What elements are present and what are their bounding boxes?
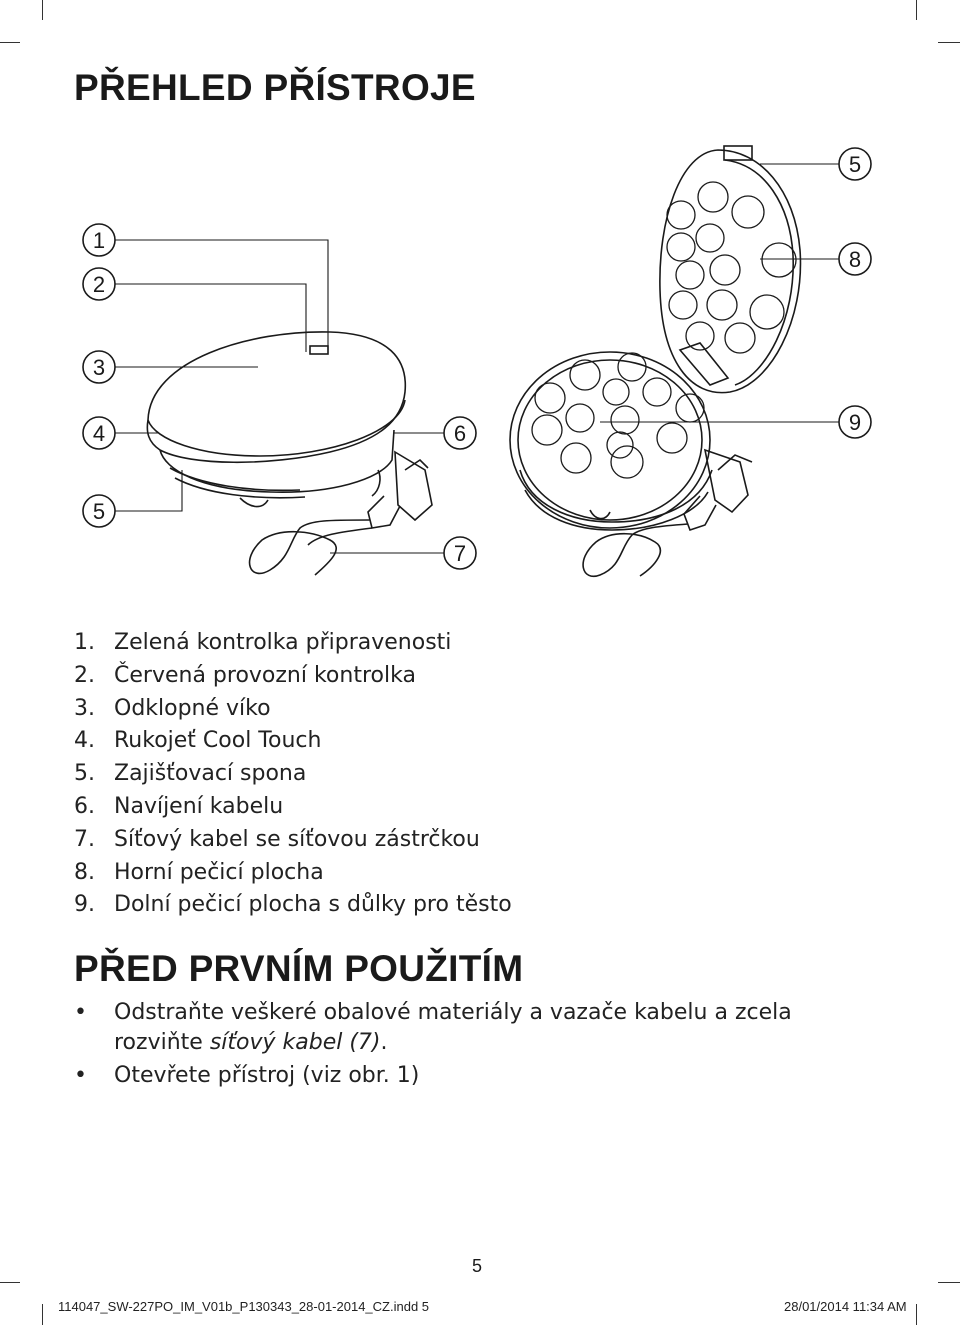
callout-number: 4 [92,421,106,446]
crop-mark [916,0,917,20]
instructions-list [74,998,864,1094]
print-slug-file: 114047_SW-227PO_IM_V01b_P130343_28-01-2014_CZ.indd 5 [58,1299,430,1314]
list-item: 8. Horní pečicí plocha [74,859,324,885]
callout-number: 3 [92,355,106,380]
list-item: 5. Zajišťovací spona [74,761,307,787]
list-item: 3. Odklopné víko [74,695,271,721]
lower-plate-wells [532,353,704,478]
parts-list [74,627,512,922]
page-title: PŘEHLED PŘÍSTROJE [74,67,476,108]
crop-mark [0,42,20,43]
list-item: 7. Síťový kabel se síťovou zástrčkou [74,826,480,852]
list-item: 9. Dolní pečicí plocha s důlky pro těsto [74,892,512,918]
callout-number: 2 [92,272,106,297]
open-maker [510,146,800,576]
list-item: 4. Rukojeť Cool Touch [74,728,322,754]
list-item: • Otevřete přístroj (viz obr. 1) [74,1061,864,1091]
crop-mark [938,1282,960,1283]
list-item: 1. Zelená kontrolka připravenosti [74,630,452,655]
bullet-icon: • [74,1000,87,1025]
list-item: • Odstraňte veškeré obalové materiály a vazače kabelu a zcela rozviňte síťový kabel (7). [74,1000,792,1055]
callout-number: 9 [848,410,862,435]
crop-mark [916,1304,917,1325]
callout-number: 7 [453,541,467,566]
upper-plate-wells [667,182,796,353]
crop-mark [938,42,960,43]
crop-mark [42,0,43,20]
appliance-illustration [0,130,960,590]
list-item: 6. Navíjení kabelu [74,793,284,819]
list-item: 2. Červená provozní kontrolka [74,662,416,688]
bullet-icon: • [74,1063,87,1088]
crop-mark [0,1282,20,1283]
callout-number: 5 [92,499,106,524]
crop-mark [42,1304,43,1325]
callout-number: 1 [92,228,106,253]
section-heading: PŘED PRVNÍM POUŽITÍM [74,948,524,989]
callout-number: 6 [453,421,467,446]
print-slug-date: 28/01/2014 11:34 AM [784,1299,907,1314]
callout-number: 5 [848,152,862,177]
callout-number: 8 [848,247,862,272]
closed-maker [147,332,432,575]
page-number: 5 [472,1256,483,1276]
